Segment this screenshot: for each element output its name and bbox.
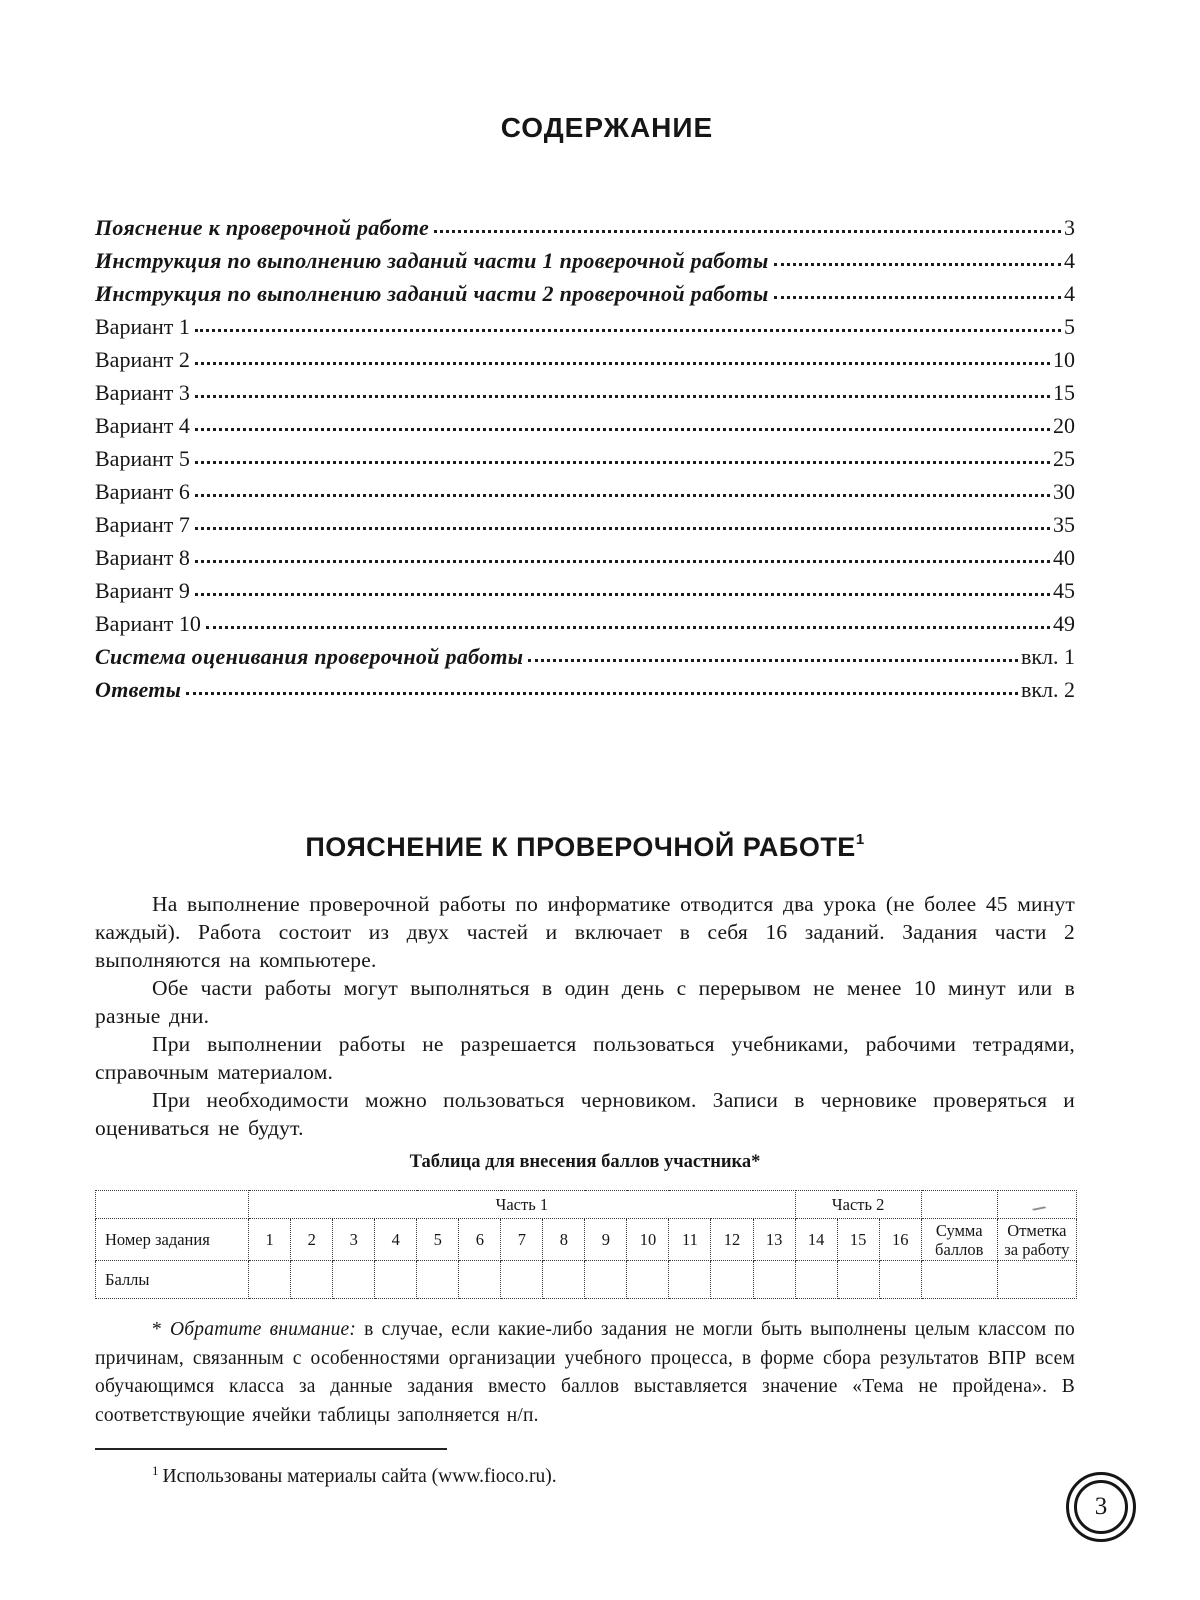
- task-number-cell: 7: [501, 1219, 543, 1261]
- toc-entry: [95, 668, 1075, 701]
- toc-entry-label: Вариант 10: [95, 611, 201, 636]
- page-number-badge: [1066, 1472, 1136, 1542]
- task-number-cell: 14: [795, 1219, 837, 1261]
- toc-entry-label: Ответы: [95, 677, 182, 702]
- task-number-cell: 15: [837, 1219, 879, 1261]
- task-number-cell: 8: [543, 1219, 585, 1261]
- scan-speck: [1027, 1201, 1047, 1210]
- points-cell-empty: [669, 1261, 711, 1299]
- score-table: [95, 1190, 1077, 1299]
- toc-entry-page: 45: [1053, 578, 1075, 603]
- points-cell-empty: [921, 1261, 997, 1299]
- source-footnote-mark: 1: [152, 1463, 159, 1478]
- footnote-text: в случае, если какие-либо задания не могли быть выполнены целым классом по причинам, связанным с особенностями организации учебного процесса, в форме сбора результатов ВПР всем обучающимся класса за данные задания вместо баллов выставляется значение «Тема не пройдена». В соответствующие ячейки таблицы заполняется н/п.: [95, 1319, 1076, 1426]
- toc-entry-label: Система оценивания проверочной работы: [95, 644, 524, 669]
- toc-leader-dots: [195, 428, 1050, 431]
- table-row-task-numbers: [96, 1219, 1077, 1261]
- toc-entry: [95, 272, 1075, 305]
- points-cell-empty: [543, 1261, 585, 1299]
- toc-entry: [95, 569, 1075, 602]
- task-number-cell: 16: [879, 1219, 921, 1261]
- toc-entry-label: Пояснение к проверочной работе: [95, 215, 430, 240]
- footnote-lead: Обратите внимание:: [170, 1319, 357, 1340]
- row-label-points: Баллы: [96, 1261, 249, 1299]
- empty-cell: [921, 1191, 997, 1219]
- points-cell-empty: [291, 1261, 333, 1299]
- toc-entry: [95, 305, 1075, 338]
- points-cell-empty: [627, 1261, 669, 1299]
- toc-leader-dots: [195, 395, 1050, 398]
- task-number-cell: 13: [753, 1219, 795, 1261]
- mark-header-line2: за работу: [1004, 1239, 1070, 1259]
- task-number-cell: 2: [291, 1219, 333, 1261]
- toc-leader-dots: [195, 494, 1050, 497]
- sum-header-line1: Сумма: [935, 1220, 983, 1240]
- toc-entry-label: Вариант 1: [95, 314, 190, 339]
- toc-entry-label: Инструкция по выполнению заданий части 1 проверочной работы: [95, 248, 769, 273]
- toc-leader-dots: [206, 626, 1050, 629]
- task-number-cell: 5: [417, 1219, 459, 1261]
- sum-header-line2: баллов: [935, 1239, 984, 1259]
- toc-entry-label: Вариант 9: [95, 578, 190, 603]
- empty-cell: [997, 1191, 1076, 1219]
- toc-entry-page: 5: [1064, 314, 1075, 339]
- toc-leader-dots: [774, 296, 1061, 299]
- toc-entry-page: 40: [1053, 545, 1075, 570]
- toc-entry: [95, 602, 1075, 635]
- toc-leader-dots: [434, 230, 1061, 233]
- footnote-divider: [95, 1448, 447, 1450]
- toc-entry: [95, 536, 1075, 569]
- body-paragraph: При необходимости можно пользоваться черновиком. Записи в черновике проверяться и оцениваться не будут.: [95, 1088, 1075, 1140]
- toc-entry-page: 15: [1053, 380, 1075, 405]
- toc-leader-dots: [528, 659, 1018, 662]
- task-number-cell: 12: [711, 1219, 753, 1261]
- part1-header: Часть 1: [249, 1191, 795, 1219]
- section-title: [95, 832, 1075, 863]
- points-cell-empty: [375, 1261, 417, 1299]
- toc-leader-dots: [195, 593, 1050, 596]
- row-label-task-number: Номер задания: [96, 1219, 249, 1261]
- footnote-star: *: [152, 1319, 171, 1340]
- section-title-footnote-mark: 1: [855, 831, 865, 848]
- toc-entry: [95, 338, 1075, 371]
- empty-cell: [96, 1191, 249, 1219]
- toc-leader-dots: [195, 527, 1050, 530]
- score-table-title: Таблица для внесения баллов участника*: [409, 1152, 761, 1172]
- toc-entry-page: вкл. 1: [1020, 644, 1075, 669]
- task-number-cell: 1: [249, 1219, 291, 1261]
- toc-entry: [95, 470, 1075, 503]
- toc-entry-page: 25: [1053, 446, 1075, 471]
- points-cell-empty: [585, 1261, 627, 1299]
- source-footnote-text: Использованы материалы сайта (www.fioco.ru).: [162, 1466, 557, 1487]
- source-footnote: [95, 1464, 955, 1490]
- toc-entry-label: Вариант 3: [95, 380, 190, 405]
- toc-entry-page: 4: [1064, 248, 1075, 273]
- toc-entry-page: 3: [1064, 215, 1075, 240]
- table-of-contents: [95, 206, 1075, 701]
- task-number-cell: 10: [627, 1219, 669, 1261]
- toc-entry-label: Вариант 2: [95, 347, 190, 372]
- task-number-cell: 11: [669, 1219, 711, 1261]
- body-paragraph: На выполнение проверочной работы по информатике отводится два урока (не более 45 минут каждый). Работа состоит из двух частей и включает в себя 16 заданий. Задания части 2 выполняются на компьютере.: [95, 892, 1075, 972]
- task-number-cell: 4: [375, 1219, 417, 1261]
- toc-leader-dots: [195, 461, 1050, 464]
- toc-entry: [95, 239, 1075, 272]
- task-number-cell: 9: [585, 1219, 627, 1261]
- points-cell-empty: [333, 1261, 375, 1299]
- toc-leader-dots: [195, 362, 1050, 365]
- toc-title: СОДЕРЖАНИЕ: [500, 112, 714, 143]
- points-cell-empty: [997, 1261, 1076, 1299]
- points-cell-empty: [795, 1261, 837, 1299]
- toc-entry-label: Вариант 6: [95, 479, 190, 504]
- toc-entry: [95, 503, 1075, 536]
- toc-leader-dots: [186, 692, 1018, 695]
- sum-header: [921, 1219, 997, 1261]
- task-number-cell: 6: [459, 1219, 501, 1261]
- page-number: 3: [1094, 1493, 1108, 1520]
- mark-header-line1: Отметка: [1007, 1220, 1067, 1240]
- toc-entry-label: Вариант 5: [95, 446, 190, 471]
- toc-entry: [95, 437, 1075, 470]
- explanation-text: [95, 890, 1075, 1142]
- points-cell-empty: [417, 1261, 459, 1299]
- toc-entry: [95, 404, 1075, 437]
- points-cell-empty: [837, 1261, 879, 1299]
- toc-entry-page: вкл. 2: [1020, 677, 1075, 702]
- toc-leader-dots: [195, 560, 1050, 563]
- points-cell-empty: [249, 1261, 291, 1299]
- body-paragraph: При выполнении работы не разрешается пользоваться учебниками, рабочими тетрадями, справочным материалом.: [95, 1032, 1075, 1084]
- points-cell-empty: [711, 1261, 753, 1299]
- toc-entry-label: Вариант 7: [95, 512, 190, 537]
- points-cell-empty: [753, 1261, 795, 1299]
- section-title-text: ПОЯСНЕНИЕ К ПРОВЕРОЧНОЙ РАБОТЕ: [305, 832, 856, 862]
- table-row-parts: [96, 1191, 1077, 1219]
- task-number-cell: 3: [333, 1219, 375, 1261]
- toc-entry: [95, 206, 1075, 239]
- points-cell-empty: [459, 1261, 501, 1299]
- toc-leader-dots: [195, 329, 1061, 332]
- toc-entry-page: 10: [1053, 347, 1075, 372]
- toc-entry-page: 30: [1053, 479, 1075, 504]
- toc-entry-page: 49: [1053, 611, 1075, 636]
- asterisk-footnote: [95, 1316, 1075, 1430]
- points-cell-empty: [879, 1261, 921, 1299]
- table-row-points: [96, 1261, 1077, 1299]
- body-paragraph: Обе части работы могут выполняться в один день с перерывом не менее 10 минут или в разные дни.: [95, 976, 1075, 1028]
- toc-entry-page: 4: [1064, 281, 1075, 306]
- points-cell-empty: [501, 1261, 543, 1299]
- mark-header: [997, 1219, 1076, 1261]
- toc-entry: [95, 371, 1075, 404]
- toc-entry-label: Вариант 4: [95, 413, 190, 438]
- part2-header: Часть 2: [795, 1191, 921, 1219]
- toc-entry: [95, 635, 1075, 668]
- toc-entry-page: 20: [1053, 413, 1075, 438]
- toc-entry-label: Инструкция по выполнению заданий части 2 проверочной работы: [95, 281, 769, 306]
- toc-leader-dots: [774, 263, 1061, 266]
- page-number-inner-ring: [1074, 1480, 1128, 1534]
- toc-entry-label: Вариант 8: [95, 545, 190, 570]
- toc-entry-page: 35: [1053, 512, 1075, 537]
